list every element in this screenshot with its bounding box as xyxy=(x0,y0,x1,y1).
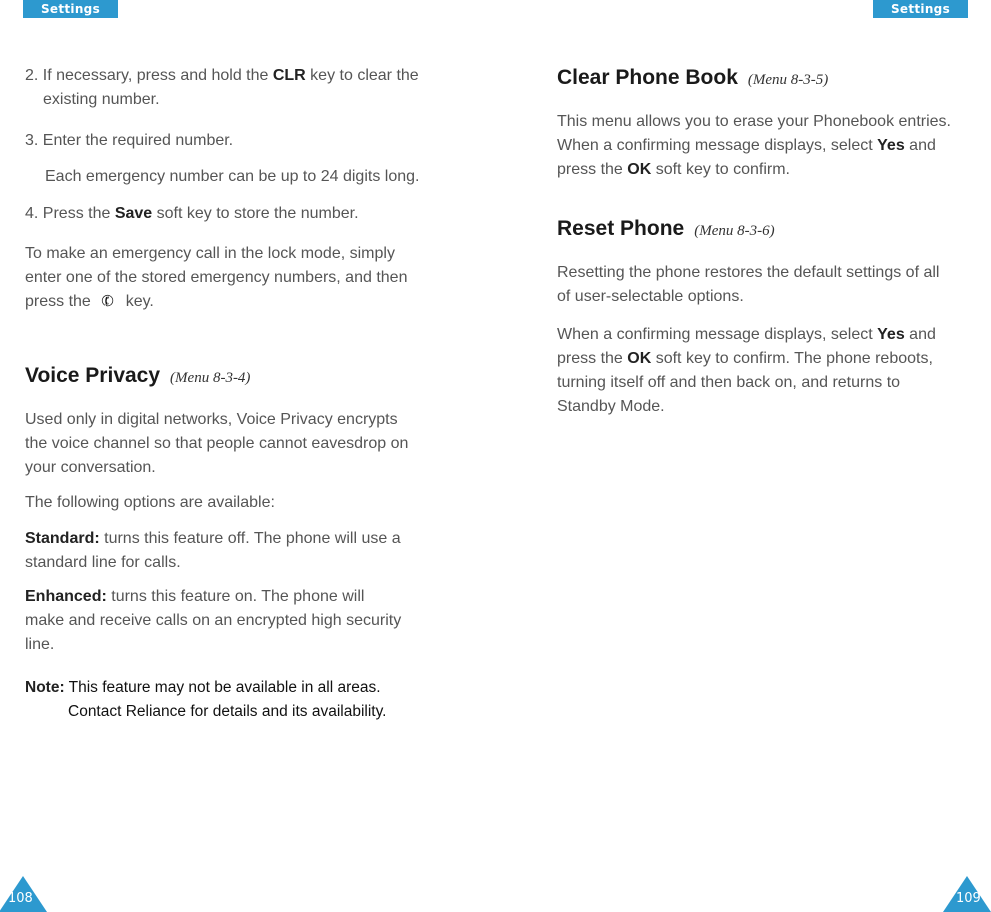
step-4-text-end: soft key to store the number. xyxy=(152,205,359,222)
clear-line-3-end: soft key to confirm. xyxy=(651,161,790,178)
reset-confirm-line-3: turning itself off and then back on, and returns to xyxy=(557,374,901,391)
standard-label: Standard: xyxy=(25,530,100,547)
step-3: 3. Enter the required number. xyxy=(25,132,234,149)
ok-key-label: OK xyxy=(627,350,652,367)
reset-line-2: of user-selectable options. xyxy=(557,288,744,305)
clear-line-3: press the xyxy=(557,161,628,178)
clear-phone-book-menu-ref: (Menu 8-3-5) xyxy=(747,72,829,88)
reset-phone-title: Reset Phone xyxy=(557,217,685,240)
page-number-right: 109 xyxy=(956,891,981,906)
save-key-label: Save xyxy=(114,205,153,222)
reset-confirm-paragraph xyxy=(557,323,936,419)
standard-line-1: turns this feature off. The phone will use a xyxy=(99,530,401,547)
reset-confirm-line-2-end: soft key to confirm. The phone reboots, xyxy=(651,350,933,367)
voice-desc-line-2: the voice channel so that people cannot eavesdrop on xyxy=(25,435,409,452)
reset-phone-description xyxy=(557,261,939,309)
clear-phone-book-title: Clear Phone Book xyxy=(557,66,738,89)
standard-option xyxy=(25,527,401,575)
voice-privacy-title: Voice Privacy xyxy=(25,364,161,387)
step-3-note: Each emergency number can be up to 24 digits long. xyxy=(45,168,420,185)
note-label: Note: xyxy=(25,679,65,696)
step-2-text-end: key to clear the xyxy=(305,67,419,84)
clear-line-2-end: and xyxy=(904,137,936,154)
lock-mode-paragraph xyxy=(25,242,407,314)
enhanced-line-3: line. xyxy=(25,636,55,653)
step-4 xyxy=(25,202,359,226)
lock-line-1: To make an emergency call in the lock mode, simply xyxy=(25,245,395,262)
options-intro: The following options are available: xyxy=(25,494,275,511)
enhanced-line-2: make and receive calls on an encrypted high security xyxy=(25,612,402,629)
note-line-1: This feature may not be available in all areas. xyxy=(64,679,381,696)
voice-desc-line-3: your conversation. xyxy=(25,459,156,476)
step-2 xyxy=(25,64,419,112)
voice-privacy-menu-ref: (Menu 8-3-4) xyxy=(170,370,251,386)
enhanced-line-1: turns this feature on. The phone will xyxy=(106,588,365,605)
lock-line-2: enter one of the stored emergency numbers, and then xyxy=(25,269,408,286)
clear-phone-book-heading xyxy=(557,66,828,90)
ok-key-label: OK xyxy=(627,161,652,178)
reset-phone-menu-ref: (Menu 8-3-6) xyxy=(694,223,775,239)
yes-key-label: Yes xyxy=(877,137,905,154)
enhanced-label: Enhanced: xyxy=(25,588,107,605)
page-number-left: 108 xyxy=(8,891,33,906)
step-4-text: 4. Press the xyxy=(25,205,115,222)
phone-handset-icon: ✆ xyxy=(99,291,117,312)
clear-phone-book-description xyxy=(557,110,951,182)
section-tab-right: Settings xyxy=(873,0,968,18)
reset-confirm-line-2: press the xyxy=(557,350,628,367)
clr-key-label: CLR xyxy=(272,67,306,84)
clear-line-1: This menu allows you to erase your Phonebook entries. xyxy=(557,113,951,130)
standard-line-2: standard line for calls. xyxy=(25,554,181,571)
lock-line-3: press the xyxy=(25,293,96,310)
step-2-text: 2. If necessary, press and hold the xyxy=(25,67,273,84)
section-tab-left: Settings xyxy=(23,0,118,18)
voice-privacy-heading xyxy=(25,364,250,388)
reset-confirm-line-1: When a confirming message displays, select xyxy=(557,326,878,343)
voice-privacy-description xyxy=(25,408,408,480)
yes-key-label: Yes xyxy=(877,326,905,343)
reset-line-1: Resetting the phone restores the default settings of all xyxy=(557,264,940,281)
voice-desc-line-1: Used only in digital networks, Voice Privacy encrypts xyxy=(25,411,398,428)
lock-line-3-end: key. xyxy=(121,293,154,310)
reset-phone-heading xyxy=(557,217,775,241)
note xyxy=(25,676,386,724)
clear-line-2: When a confirming message displays, select xyxy=(557,137,878,154)
reset-confirm-line-4: Standby Mode. xyxy=(557,398,665,415)
note-line-2: Contact Reliance for details and its availability. xyxy=(68,703,387,720)
step-2-line2: existing number. xyxy=(43,91,160,108)
reset-confirm-line-1-end: and xyxy=(904,326,936,343)
enhanced-option xyxy=(25,585,401,657)
